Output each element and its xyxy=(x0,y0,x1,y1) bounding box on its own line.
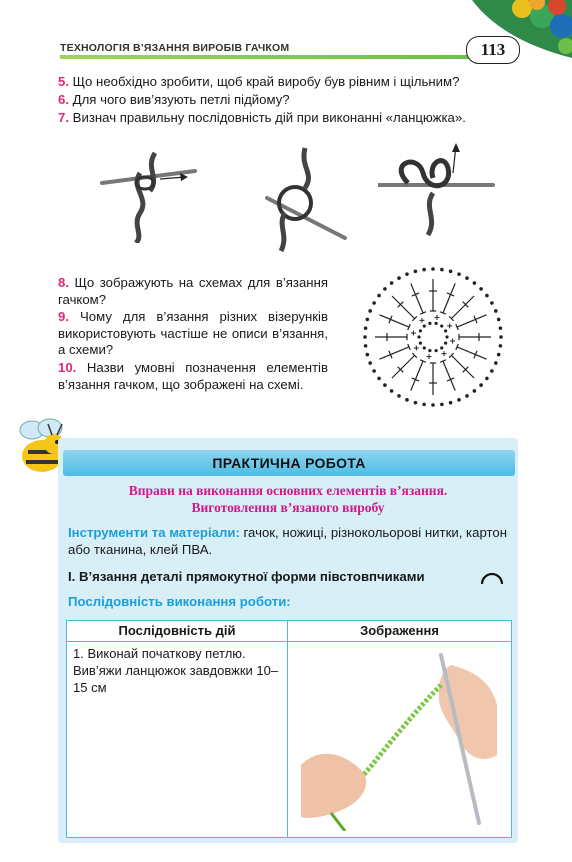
chain-stitch-dot xyxy=(368,361,372,365)
stitch-line xyxy=(457,347,487,359)
step-1-line-1: 1. Виконай початкову петлю. xyxy=(73,646,246,661)
question-10 xyxy=(58,360,328,393)
chain-stitch-dot xyxy=(364,344,368,348)
chain-stitch-dot xyxy=(490,301,494,305)
practical-subtitle xyxy=(68,482,508,516)
chain-stitch-dot xyxy=(428,349,431,352)
question-text: Назви умовні позначення елементів в’язання гачком, що зображені на схемі. xyxy=(58,360,328,392)
chain-stitch-dot xyxy=(465,394,469,398)
chain-stitch-dot xyxy=(397,394,401,398)
chain-stitch-dot xyxy=(440,346,443,349)
stitch-line xyxy=(411,361,423,391)
chain-stitch-dot xyxy=(423,346,426,349)
table-header-image: Зображення xyxy=(360,623,439,638)
question-9 xyxy=(58,309,328,359)
stitch-line xyxy=(392,296,415,319)
chain-stitch-dot xyxy=(497,353,501,357)
chain-stitch-dot xyxy=(499,326,503,330)
chain-stitch-dot xyxy=(494,361,498,365)
chain-stitch-dot xyxy=(490,369,494,373)
question-number: 6. xyxy=(58,92,69,107)
chain-stitch-dot xyxy=(444,329,447,332)
hands-crochet-chain-photo xyxy=(301,645,501,836)
table-header-steps: Послідовність дій xyxy=(118,623,236,638)
question-text: Що необхідно зробити, щоб край виробу був рівним і щільним? xyxy=(72,74,460,89)
header-title: ТЕХНОЛОГІЯ В’ЯЗАННЯ ВИРОБІВ ГАЧКОМ xyxy=(60,42,290,54)
question-text: Для чого вив’язують петлі підйому? xyxy=(72,92,290,107)
table-divider xyxy=(287,621,288,837)
question-6 xyxy=(58,92,290,109)
stitch-line xyxy=(443,283,455,313)
chain-stitch-dot xyxy=(444,341,447,344)
chain-stitch-dot xyxy=(499,344,503,348)
chain-stitch-dot xyxy=(414,401,418,405)
chain-stitch-dot xyxy=(465,276,469,280)
stitch-line xyxy=(411,283,423,313)
steps-table xyxy=(66,620,512,838)
section-title: І. В’язання деталі прямокутної форми півстовпчиками xyxy=(68,569,425,584)
chain-stitch-dot xyxy=(473,281,477,285)
chain-stitch-dot xyxy=(390,281,394,285)
chain-stitch-dot xyxy=(405,272,409,276)
tools-label: Інструменти та матеріали: xyxy=(68,525,240,540)
tools-and-materials xyxy=(68,524,508,558)
stitch-line xyxy=(379,315,409,327)
question-text: Чому для в’язання різних візерунків використовують частіше не описи в’язання, а схеми? xyxy=(58,309,328,357)
chain-stitch-dot xyxy=(457,272,461,276)
chain-stitch-dot xyxy=(422,403,426,407)
question-number: 7. xyxy=(58,110,69,125)
chain-stitch-dot xyxy=(499,335,503,339)
chain-stitch-dot xyxy=(419,329,422,332)
chain-stitch-dot xyxy=(397,276,401,280)
stitch-line xyxy=(451,296,474,319)
chain-stitch-dot xyxy=(419,341,422,344)
chain-stitch-dot xyxy=(435,349,438,352)
chain-stitch-dot xyxy=(497,318,501,322)
subtitle-line-2: Виготовлення в’язаного виробу xyxy=(191,500,385,515)
chain-stitch-dot xyxy=(422,268,426,272)
step-1-line-2: Вив’яжи ланцюжок завдовжки 10–15 см xyxy=(73,663,279,695)
stitch-line xyxy=(457,315,487,327)
chain-stitch-dot xyxy=(372,369,376,373)
chain-stitch-dot xyxy=(377,377,381,381)
practical-work-heading xyxy=(63,450,515,476)
chain-step-3-illustration xyxy=(378,143,498,248)
table-row xyxy=(73,645,283,696)
chain-stitch-dot xyxy=(485,377,489,381)
chain-stitch-dot xyxy=(428,322,431,325)
stitch-line xyxy=(392,355,415,378)
question-text: Що зображують на схемах для в’язання гачком? xyxy=(58,275,328,307)
chain-stitch-dot xyxy=(473,389,477,393)
question-text: Визнач правильну послідовність дій при виконанні «ланцюжка». xyxy=(72,110,466,125)
stitch-line xyxy=(379,347,409,359)
chain-stitch-dot xyxy=(366,353,370,357)
chain-stitch-dot xyxy=(414,270,418,274)
subtitle-line-1: Вправи на виконання основних елементів в’язання. xyxy=(128,483,448,498)
stitch-line xyxy=(451,355,474,378)
chain-stitch-dot xyxy=(440,268,444,272)
chain-stitch-dot xyxy=(417,335,420,338)
chain-stitch-dot xyxy=(364,326,368,330)
tools-text: гачок, ножиці, різнокольорові нитки, картон або тканина, клей ПВА. xyxy=(68,525,507,557)
chain-stitch-dot xyxy=(445,335,448,338)
question-8 xyxy=(58,275,328,308)
chain-stitch-dot xyxy=(390,389,394,393)
chain-stitch-dot xyxy=(494,309,498,313)
question-5 xyxy=(58,74,459,91)
chain-stitch-dot xyxy=(440,403,444,407)
chain-stitch-dot xyxy=(431,267,435,271)
table-divider xyxy=(67,641,511,642)
chain-stitch-dot xyxy=(363,335,367,339)
stitch-line xyxy=(443,361,455,391)
chain-stitch-dot xyxy=(435,322,438,325)
question-number: 9. xyxy=(58,309,69,324)
chain-stitch-dot xyxy=(423,324,426,327)
chain-stitch-dot xyxy=(372,301,376,305)
chain-stitch-dot xyxy=(449,401,453,405)
chain-stitch-dot xyxy=(366,318,370,322)
chain-stitch-dot xyxy=(485,294,489,298)
question-number: 5. xyxy=(58,74,69,89)
question-number: 8. xyxy=(58,275,69,290)
practical-work-title: ПРАКТИЧНА РОБОТА xyxy=(212,455,366,471)
sequence-title: Послідовність виконання роботи: xyxy=(68,594,291,609)
question-number: 10. xyxy=(58,360,77,375)
chain-stitch-dot xyxy=(368,309,372,313)
chain-step-2-illustration xyxy=(245,143,355,258)
question-7 xyxy=(58,110,466,127)
chain-stitch-dot xyxy=(449,270,453,274)
chain-stitch-dot xyxy=(431,403,435,407)
header-underline xyxy=(60,55,470,59)
chain-stitch-dot xyxy=(440,324,443,327)
chain-stitch-dot xyxy=(405,398,409,402)
page-number: 113 xyxy=(466,36,520,64)
chain-step-1-illustration xyxy=(100,143,210,248)
chain-stitch-dot xyxy=(377,294,381,298)
crochet-round-scheme xyxy=(358,262,508,417)
chain-stitch-dot xyxy=(479,287,483,291)
chain-stitch-dot xyxy=(383,383,387,387)
chain-stitch-dot xyxy=(383,287,387,291)
half-double-stitch-symbol-icon xyxy=(480,571,504,590)
chain-stitch-dot xyxy=(457,398,461,402)
chain-stitch-dot xyxy=(479,383,483,387)
running-header xyxy=(60,38,470,60)
